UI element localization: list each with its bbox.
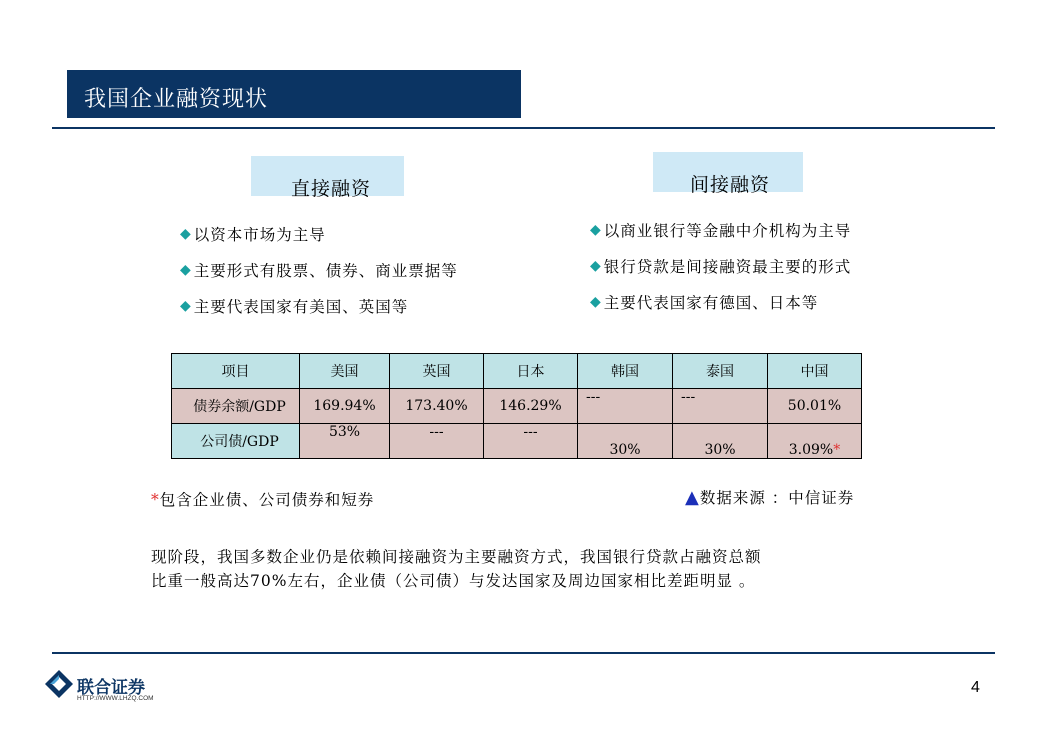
table-cell: --- (673, 389, 768, 424)
summary-paragraph (151, 545, 762, 593)
direct-bullet-list (180, 216, 458, 324)
diamond-bullet-icon: ◆ (590, 294, 602, 310)
paragraph-line: 比重一般高达70%左右，企业债（公司债）与发达国家及周边国家相比差距明显 。 (151, 572, 756, 590)
bottom-divider (52, 652, 995, 654)
table-cell: 53% (300, 424, 390, 459)
page-title: 我国企业融资现状 (84, 87, 269, 112)
table-header-cell: 韩国 (578, 354, 673, 389)
table-cell: 债券余额/GDP (172, 389, 300, 424)
top-divider (52, 127, 995, 129)
list-item: ◆ 主要代表国家有美国、英国等 (180, 298, 409, 316)
company-logo-name: 联合证券 (77, 678, 145, 697)
list-item: ◆ 主要代表国家有德国、日本等 (590, 294, 819, 312)
table-header-cell: 中国 (768, 354, 862, 389)
list-item: ◆ 以资本市场为主导 (180, 226, 326, 244)
table-cell: 3.09%* (768, 424, 862, 459)
table-cell: 公司债/GDP (172, 424, 300, 459)
company-logo-icon (44, 669, 74, 699)
table-header-row (172, 354, 862, 389)
bond-gdp-table (171, 353, 862, 459)
table-header-cell: 日本 (484, 354, 578, 389)
indirect-heading: 间接融资 (690, 174, 771, 196)
diamond-bullet-icon: ◆ (180, 226, 192, 242)
direct-heading: 直接融资 (291, 178, 372, 200)
diamond-bullet-icon: ◆ (180, 298, 192, 314)
table-header-cell: 美国 (300, 354, 390, 389)
table-header-cell: 项目 (172, 354, 300, 389)
diamond-bullet-icon: ◆ (590, 222, 602, 238)
table-cell: --- (578, 389, 673, 424)
paragraph-line: 现阶段，我国多数企业仍是依赖间接融资为主要融资方式，我国银行贷款占融资总额 (151, 548, 762, 566)
data-source: ▲ 数据来源 ：中信证券 (685, 486, 855, 508)
diamond-bullet-icon: ◆ (590, 258, 602, 274)
table-row (172, 389, 862, 424)
table-cell: 30% (578, 424, 673, 459)
table-cell: 30% (673, 424, 768, 459)
page-number: 4 (971, 679, 980, 696)
table-row (172, 424, 862, 459)
table-cell: 146.29% (484, 389, 578, 424)
table-cell: 50.01% (768, 389, 862, 424)
footnote: *包含企业债、公司债券和短券 (151, 491, 375, 509)
list-item: ◆ 银行贷款是间接融资最主要的形式 (590, 258, 852, 276)
table-cell: 173.40% (390, 389, 484, 424)
star-mark: * (833, 442, 841, 458)
table-cell: 169.94% (300, 389, 390, 424)
table-header-cell: 泰国 (673, 354, 768, 389)
triangle-icon: ▲ (685, 486, 700, 508)
table-header-cell: 英国 (390, 354, 484, 389)
star-mark: * (151, 491, 160, 509)
diamond-bullet-icon: ◆ (180, 262, 192, 278)
list-item: ◆ 主要形式有股票、债券、商业票据等 (180, 262, 458, 280)
table-cell: --- (390, 424, 484, 459)
list-item: ◆ 以商业银行等金融中介机构为主导 (590, 222, 852, 240)
indirect-bullet-list (590, 212, 851, 320)
company-url: HTTP://WWW.LHZQ.COM (77, 695, 154, 702)
table-cell: --- (484, 424, 578, 459)
